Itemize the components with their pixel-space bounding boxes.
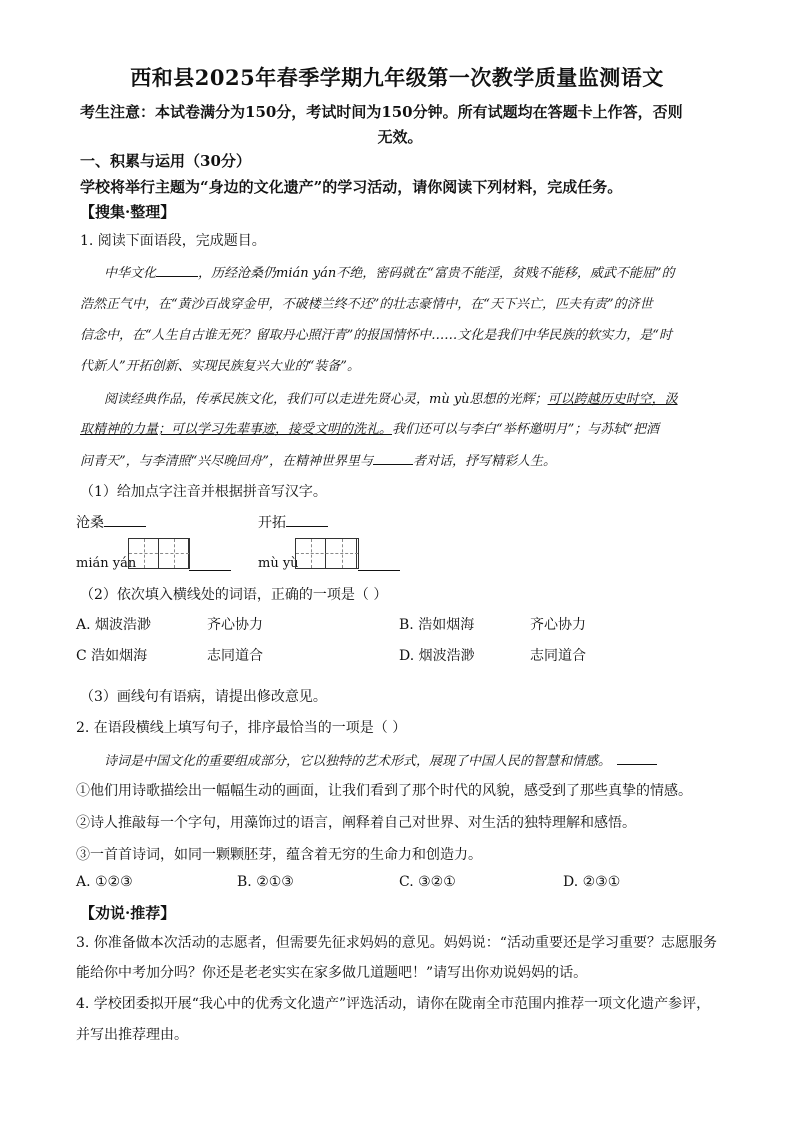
q1-passage-line7: 问青天”，与李清照“兴尽晚回舟”，在精神世界里与 者对话，抒写精彩人生。 — [80, 454, 556, 469]
q4-line2: 并写出推荐理由。 — [76, 1027, 188, 1043]
option-a[interactable]: A. 烟波浩渺 — [76, 617, 152, 633]
option-b-word2: 齐心协力 — [530, 617, 586, 633]
q1-sub2-stem: （2）依次填入横线处的词语，正确的一项是（ ） — [80, 587, 388, 603]
q2-stem: 2. 在语段横线上填写句子，排序最恰当的一项是（ ） — [76, 720, 407, 736]
q1-sub1-stem: （1）给加点字注音并根据拼音写汉字。 — [80, 484, 327, 500]
q1-passage-line4: 代新人”开拓创新、实现民族复兴大业的“装备”。 — [80, 359, 360, 374]
q1-passage-line2: 浩然正气中，在“黄沙百战穿金甲，不破楼兰终不还”的壮志豪情中，在“天下兴亡，匹夫有责”的济世 — [80, 297, 653, 312]
q1-passage-line5: 阅读经典作品，传承民族文化，我们可以走进先贤心灵，mù yù思想的光辉；可以跨越历史时空，汲 — [104, 392, 678, 407]
grid-2-tail — [358, 556, 400, 575]
q1-sub3-stem: （3）画线句有语病，请提出修改意见。 — [80, 689, 327, 705]
option-d[interactable]: D. 烟波浩渺 — [399, 648, 475, 664]
word-item-2: 开拓 — [258, 512, 328, 532]
notice-text-a: 考生注意：本试卷满分为150分，考试时间为150分钟。所有试题均在答题卡上作答，否则 — [80, 103, 683, 121]
answer-blank-py2[interactable] — [358, 558, 400, 571]
option-c-word2: 志同道合 — [207, 648, 263, 664]
exam-notice — [80, 100, 720, 150]
q2-sentence-1: ①他们用诗歌描绘出一幅幅生动的画面，让我们看到了那个时代的风貌，感受到了那些真挚的情感。 — [76, 783, 692, 799]
underlined-sentence-part1: 可以跨越历史时空，汲 — [547, 392, 678, 407]
page-title: 西和县2025年春季学期九年级第一次教学质量监测语文 — [130, 65, 664, 90]
q1-stem: 1. 阅读下面语段，完成题目。 — [80, 233, 266, 249]
answer-blank-w1[interactable] — [104, 514, 146, 527]
q2-option-b[interactable]: B. ②①③ — [237, 874, 294, 890]
grid-guide — [129, 553, 189, 554]
answer-blank-w2[interactable] — [286, 514, 328, 527]
q1-passage-line6: 取精神的力量；可以学习先辈事迹，接受文明的洗礼。我们还可以与李白“举杯邀明月”；与苏轼“把酒 — [80, 422, 659, 437]
q2-option-d[interactable]: D. ②③① — [563, 874, 621, 890]
q2-lead: 诗词是中国文化的重要组成部分，它以独特的艺术形式，展现了中国人民的智慧和情感。 — [104, 750, 657, 769]
notice-text-b: 无效。 — [377, 128, 423, 146]
q2-sentence-2: ②诗人推敲每一个字句，用藻饰过的语言，阐释着自己对世界、对生活的独特理解和感悟。 — [76, 815, 636, 831]
word-item-1: 沧桑 — [76, 512, 146, 532]
grid-guide — [296, 553, 358, 554]
q3-line2: 能给你中考加分吗？你还是老老实实在家多做几道题吧！”请写出你劝说妈妈的话。 — [76, 965, 588, 981]
q2-sentence-3: ③一首首诗词，如同一颗颗胚芽，蕴含着无穷的生命力和创造力。 — [76, 847, 482, 863]
pinyin-label-1: mián yán — [76, 556, 137, 571]
pinyin-label-2: mù yù — [258, 556, 299, 571]
passage-blank-2[interactable] — [373, 452, 413, 465]
passage-blank-1[interactable] — [156, 264, 198, 277]
option-c[interactable]: C 浩如烟海 — [76, 648, 148, 664]
option-b[interactable]: B. 浩如烟海 — [399, 617, 475, 633]
underlined-sentence-part2: 取精神的力量；可以学习先辈事迹，接受文明的洗礼。 — [80, 422, 393, 437]
option-a-word2: 齐心协力 — [207, 617, 263, 633]
option-d-word2: 志同道合 — [530, 648, 586, 664]
q2-option-a[interactable]: A. ①②③ — [76, 874, 133, 890]
answer-blank-py1[interactable] — [189, 558, 231, 571]
char-grid-1[interactable] — [128, 538, 190, 569]
subsection-persuade: 【劝说·推荐】 — [80, 904, 176, 922]
section-intro: 学校将举行主题为“身边的文化遗产”的学习活动，请你阅读下列材料，完成任务。 — [80, 178, 623, 196]
q3-line1: 3. 你准备做本次活动的志愿者，但需要先征求妈妈的意见。妈妈说：“活动重要还是学习重要？志愿服务 — [76, 935, 717, 951]
q4-line1: 4. 学校团委拟开展“我心中的优秀文化遗产”评选活动，请你在陇南全市范围内推荐一项文化遗产参评， — [76, 996, 711, 1012]
q2-option-c[interactable]: C. ③②① — [399, 874, 456, 890]
q1-passage-line3: 信念中，在“人生自古谁无死？留取丹心照汗青”的报国情怀中……文化是我们中华民族的软实力，是“时 — [80, 328, 672, 343]
subsection-collect: 【搜集·整理】 — [80, 203, 176, 221]
section-heading: 一、积累与运用（30分） — [80, 152, 251, 170]
q2-answer-blank[interactable] — [617, 752, 657, 765]
char-grid-2[interactable] — [295, 538, 359, 569]
q1-passage-line1: 中华文化 ，历经沧桑仍mián yán不绝，密码就在“富贵不能淫，贫贱不能移，威武不能屈”的 — [104, 266, 675, 281]
grid-1-tail — [189, 556, 231, 575]
